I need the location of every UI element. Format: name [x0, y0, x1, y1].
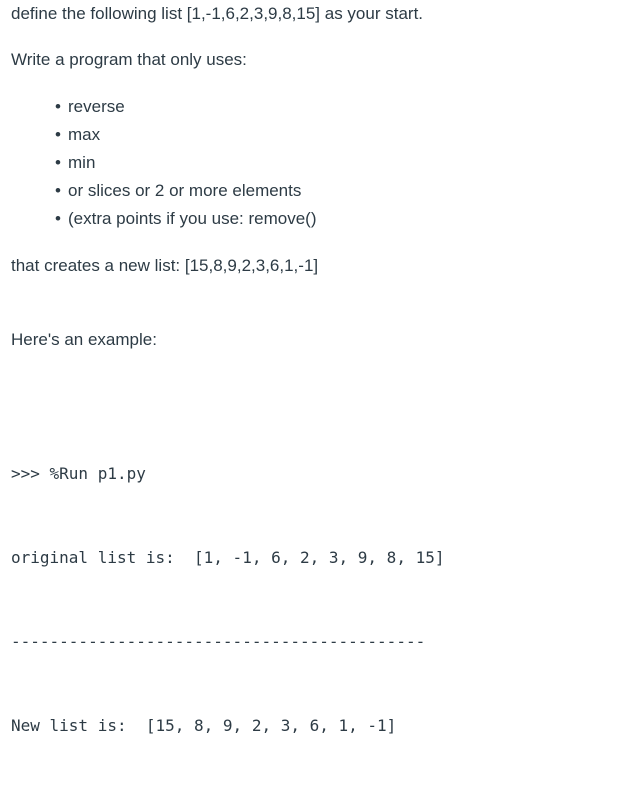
bullet-icon: •: [55, 153, 61, 172]
list-item-label: reverse: [68, 97, 125, 116]
list-item-label: (extra points if you use: remove(): [68, 209, 317, 228]
bullet-icon: •: [55, 181, 61, 200]
result-instruction: that creates a new list: [15,8,9,2,3,6,1,-1]: [11, 256, 319, 275]
define-list-instruction: define the following list [1,-1,6,2,3,9,8,15] as your start.: [11, 4, 424, 23]
bullet-icon: •: [55, 97, 61, 116]
bullet-icon: •: [55, 209, 61, 228]
list-item-label: or slices or 2 or more elements: [68, 181, 302, 200]
separator-line: -------------------------------------------: [11, 632, 426, 651]
run-command-line: >>> %Run p1.py: [11, 464, 146, 483]
example-label: Here's an example:: [11, 330, 157, 349]
example-output-block: [11, 404, 444, 796]
list-item-label: max: [68, 125, 101, 144]
list-item-label: min: [68, 153, 96, 172]
original-list-output: original list is: [1, -1, 6, 2, 3, 9, 8, 15]: [11, 548, 445, 567]
write-program-instruction: Write a program that only uses:: [11, 50, 247, 69]
bullet-icon: •: [55, 125, 61, 144]
new-list-output: New list is: [15, 8, 9, 2, 3, 6, 1, -1]: [11, 716, 397, 735]
